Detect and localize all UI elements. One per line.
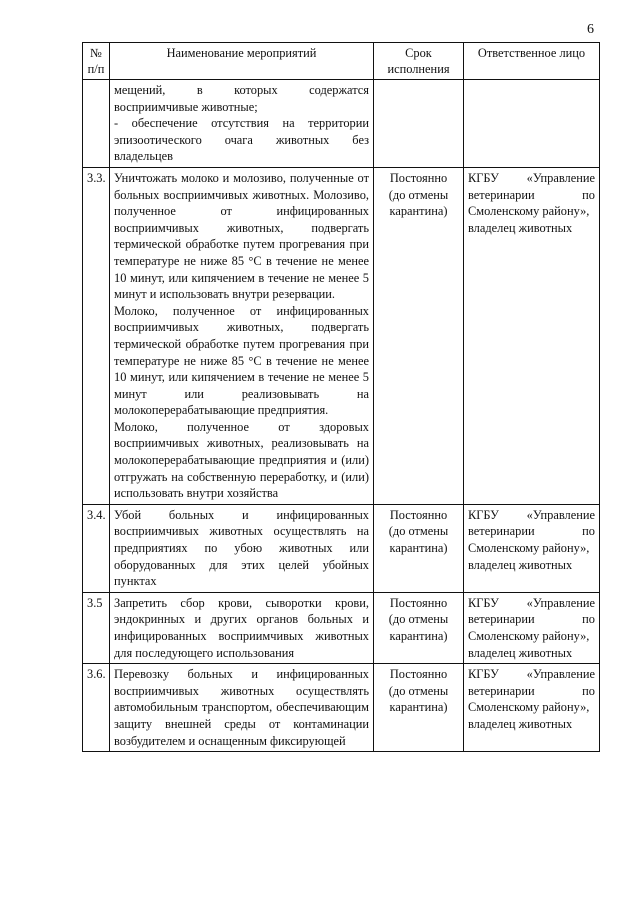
responsible-line: КГБУ «Управление ветеринарии по Смоленскому району», — [468, 595, 595, 643]
responsible-line: КГБУ «Управление ветеринарии по Смоленскому району», — [468, 507, 595, 556]
measure-paragraph: Уничтожать молоко и молозиво, полученные от больных восприимчивых животных. Молозиво, полученное от инфицированных восприимчивых животных, подвергать термической обработке путем прогревания при температуре не ниже 85 °С в течение не менее 10 минут, или кипячением в течение не менее 5 минут и использовать внутри резервации. — [114, 170, 369, 302]
header-term — [374, 43, 464, 80]
responsible-line: владелец животных — [468, 716, 573, 731]
row-number: 3.3. — [83, 167, 110, 504]
measures-table — [82, 42, 600, 752]
deadline-line: Постоянно — [389, 170, 448, 185]
measure-paragraph: Перевозку больных и инфицированных восприимчивых животных осуществлять автомобильным транспортом, обеспечивающим защиту внешней среды от контаминации возбудителем и оснащенным фиксирующей — [114, 667, 369, 748]
measure-paragraph: Молоко, полученное от инфицированных восприимчивых животных, подвергать термической обработке путем прогревания при температуре не ниже 85 °С в течение не менее 10 минут, или кипячением в течение не менее 5 минут или реализовывать на молокоперерабатывающие предприятия. — [114, 303, 369, 418]
measure-description — [110, 664, 374, 752]
deadline — [374, 664, 464, 752]
header-number — [83, 43, 110, 80]
responsible-line: владелец животных — [468, 220, 573, 235]
responsible-person — [464, 504, 600, 592]
header-number-line: п/п — [87, 62, 105, 76]
row-number: 3.4. — [83, 504, 110, 592]
deadline-line: Постоянно — [389, 667, 448, 682]
measure-description — [110, 592, 374, 663]
deadline-line: карантина) — [389, 541, 448, 556]
responsible-person — [464, 167, 600, 504]
deadline-line: карантина) — [389, 629, 448, 643]
deadline — [374, 592, 464, 663]
deadline-line: Постоянно — [389, 507, 448, 522]
header-number-line: № — [90, 46, 102, 60]
deadline-line: Постоянно — [389, 595, 448, 610]
row-number — [83, 80, 110, 168]
responsible-person — [464, 592, 600, 663]
responsible-line: владелец животных — [468, 557, 573, 572]
deadline-line: (до отмены — [388, 524, 449, 539]
measure-paragraph: Запретить сбор крови, сыворотки крови, эндокринных и других органов больных и инфицированных восприимчивых животных для последующего использования — [114, 595, 369, 660]
table-row — [83, 80, 600, 168]
measure-description — [110, 504, 374, 592]
table-row — [83, 504, 600, 592]
header-name: Наименование мероприятий — [110, 43, 374, 80]
measure-paragraph: Убой больных и инфицированных восприимчивых животных осуществлять на предприятиях по убою животных или оборудованных для этих целей убойных пунктах — [114, 507, 369, 589]
deadline — [374, 80, 464, 168]
responsible-line: КГБУ «Управление ветеринарии по Смоленскому району», — [468, 170, 595, 219]
deadline-line: (до отмены — [388, 683, 449, 698]
header-term-line: исполнения — [387, 62, 450, 76]
responsible-person — [464, 664, 600, 752]
deadline — [374, 504, 464, 592]
measure-paragraph: Молоко, полученное от здоровых восприимчивых животных, реализовывать на молокоперерабатывающие предприятия и (или) отгружать на собственную переработку, и (или) использовать внутри хозяйства — [114, 419, 369, 501]
table-row — [83, 592, 600, 663]
responsible-line: КГБУ «Управление ветеринарии по Смоленскому району», — [468, 667, 595, 715]
row-number: 3.5 — [83, 592, 110, 663]
measure-description — [110, 167, 374, 504]
row-number: 3.6. — [83, 664, 110, 752]
header-responsible: Ответственное лицо — [464, 43, 600, 80]
measure-paragraph: мещений, в которых содержатся восприимчивые животные; — [114, 83, 369, 114]
measure-description — [110, 80, 374, 168]
header-term-line: Срок — [405, 46, 432, 60]
responsible-person — [464, 80, 600, 168]
measure-paragraph: - обеспечение отсутствия на территории эпизоотического очага животных без владельцев — [114, 116, 369, 164]
page-number: 6 — [587, 22, 594, 37]
table-row — [83, 167, 600, 504]
table-row — [83, 664, 600, 752]
deadline-line: (до отмены — [388, 187, 449, 202]
responsible-line: владелец животных — [468, 645, 573, 660]
deadline-line: карантина) — [389, 204, 448, 219]
deadline-line: карантина) — [389, 700, 448, 715]
deadline-line: (до отмены — [388, 612, 449, 627]
table-header-row — [83, 43, 600, 80]
deadline — [374, 167, 464, 504]
